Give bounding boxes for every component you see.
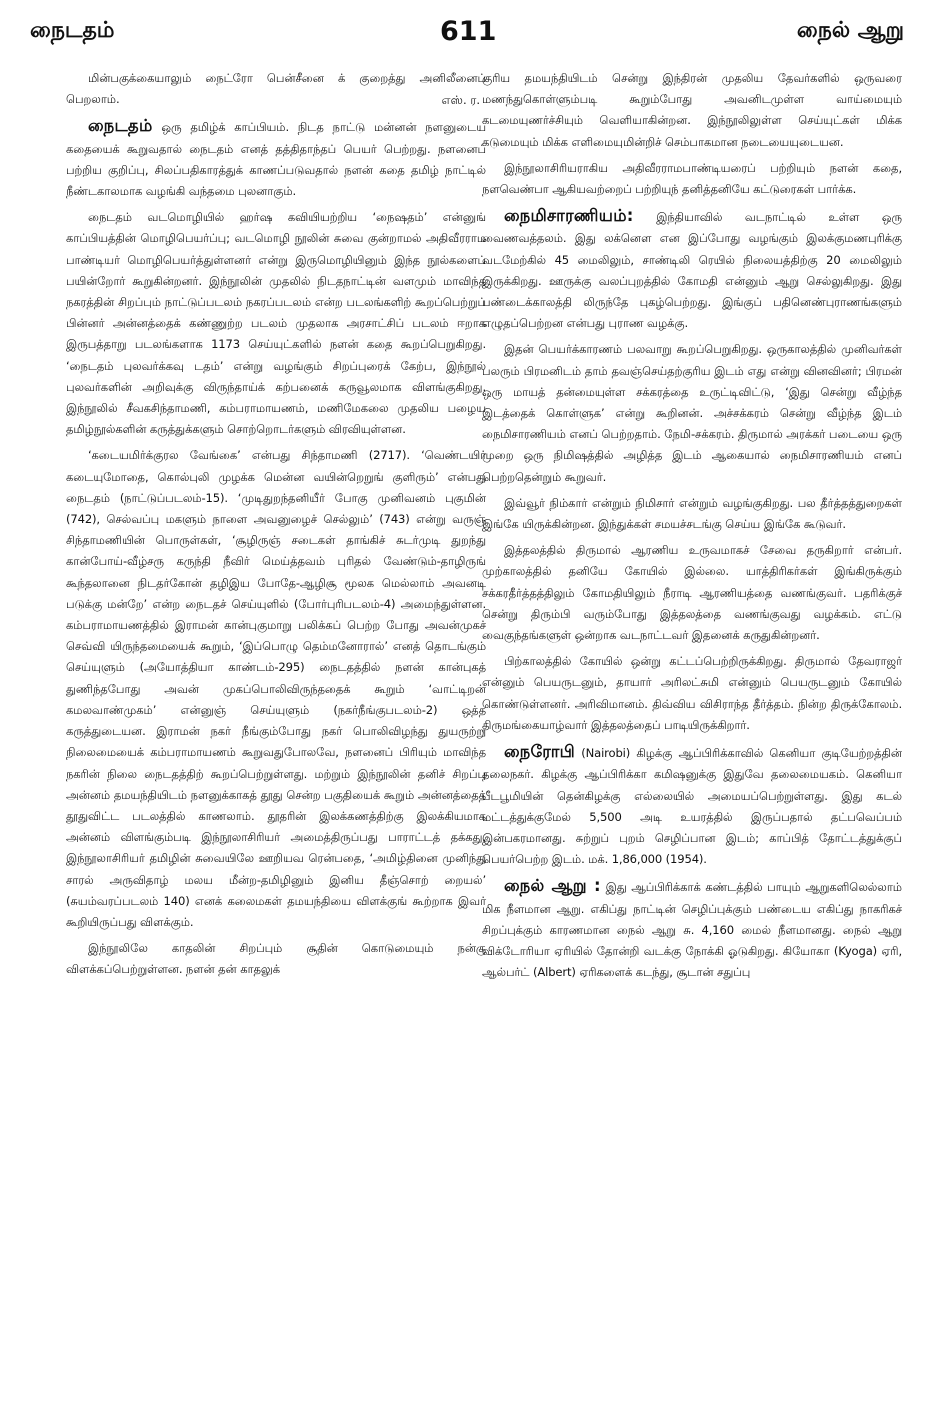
naimisaranyam-paragraph-4: இத்தலத்தில் திருமால் ஆரணிய உருவமாகச் சேவை தருகிறார் என்பர். முற்காலத்தில் தனியே கோயில் இல்லை. யாத்திரிகர்கள் இங்கிருக்கும் சக்கரதீர்த்தத்திலும் கோமதியிலும் நீராடி ஆரணியத்தை வணங்குவர். பதரிக்குச் சென்று திரும்பி வரும்போது இத்தலத்தை வணங்குவது வழக்கம். எட்டு வைகுந்தங்களுள் ஒன்றாக வடநாட்டவர் இதனைக் கருதுகின்றனர். bbox=[482, 543, 902, 643]
entry-nairobi-paragraph bbox=[482, 741, 902, 870]
entry-heading-nairobi: நைரோபி bbox=[504, 742, 576, 762]
header-left-guide-word: நைடதம் bbox=[30, 18, 115, 43]
naidatam-see-also: இந்நூலாசிரியராகிய அதிவீரராமபாண்டியரைப் பற்றியும் நளன் கதை, நளவெண்பா ஆகியவற்றைப் பற்றியுந் தனித்தனியே கட்டுரைகள் பார்க்க. bbox=[482, 160, 902, 197]
author-signature: எஸ். ர. bbox=[441, 93, 480, 108]
naidatam-continuation: குரிய தமயந்தியிடம் சென்று இந்திரன் முதலிய தேவர்களில் ஒருவரை மணந்துகொள்ளும்படி கூறும்போது அவனிடமுள்ள வாய்மையும் கடமையுணர்ச்சியும் வெளியாகின்றன. இந்நூலிலுள்ள செய்யுட்கள் மிக்க கடுமையும் மிக்க எளிமையுமின்றிச் செம்பாகமான நடையையுடையன. bbox=[482, 71, 902, 149]
entry-heading-naimisaranyam: நைமிசாரணியம்: bbox=[504, 206, 634, 226]
naidatam-paragraph-3: ‘கடையமிர்க்குரல வேங்கை’ என்பது சிந்தாமணி (2717). ‘வெண்டயிர் கடையுமோதை, கொல்புலி முழக்க மென்ன வயின்றெறுங் குளிரும்’ என்பது நைடதம் (நாட்டுப்படலம்-15). ‘முடிதுறந்தனியீர் போகு முனிவனம் புகுமின் (742), செல்வப்பு மகளும் நாளை அவனுழைச் செல்லும்’ (743) என்று வருஞ் சிந்தாமணியின் பொருள்கள், ‘சூழிருஞ் சடைகள் தாங்கிச் சுடர்முடி துறந்து கான்போய்-வீழ்சரு கருந்தி நீவிர் மெய்த்தவம் புரிதல் வேண்டும்-தாழிருங் கூந்தலானை நிடதர்கோன் தழிஇய போதே-ஆழிசூ மூலக மெல்லாம் அவனடி படுக்கு மன்றே’ என்ற நைடதச் செய்யுளில் (போர்புரிபடலம்-4) அமைந்துள்ளன. கம்பராமாயணத்தில் இராமன் கான்புகுமாறு பலிக்கப் பெற்ற போது அவன்முகச் செவ்வி யிருந்தமையைக் கூறும், ‘இப்பொழு தெம்மனோரால்’ எனத் தொடங்கும் செய்யுளும் (அயோத்தியா காண்டம்-295) நைடதத்தில் நளன் கான்புகத் துணிந்தபோது அவன் முகப்பொலிவிருந்ததைக் கூறும் ‘வாட்டிறன் கமலவாண்முகம்’ என்னுஞ் செய்யுளும் (நகர்நீங்குபடலம்-2) ஒத்த கருத்துடையன. இராமன் நகர் நீங்கும்போது நகர் பொலிவிழந்து துயருற்று நிலைமையைக் கம்பராமாயணம் கூறுவதுபோலவே, நளனைப் பிரியும் மாவிந்த நகரின் நிலை நைடதத்திற் கூறப்பெற்றுள்ளது. மற்றும் இந்நூலின் தனிச் சிறப்பு அன்னம் தமயந்தியிடம் நளனுக்காகத் தூது சென்ற பகுதியைக் கூறும் அன்னத்தைத் தூதுவிட்ட படலத்தில் காணலாம். தூதரின் இலக்கணத்திற்கு இலக்கியமாக அன்னம் விளங்கும்படி இந்நூலாசிரியர் அமைத்திருப்பது பாராட்டத் தக்கது. இந்நூலாசிரியர் தமிழின் சுவையிலே ஊறியவ ரென்பதை, ‘அமிழ்தினை முனிந்து சாரல் அருவிதாழ் மலய மீன்ற-தமிழினும் இனிய தீஞ்சொற் றையல்’ (சுயம்வரப்படலம் 140) எனக் கலைமகள் தமயந்தியை விளக்குங் கூற்றாக இவர் கூறியிருப்பது விளக்கும். bbox=[66, 448, 486, 929]
naimisaranyam-paragraph-3: இவ்வூர் நிம்கார் என்றும் நிமிசார் என்றும் வழங்குகிறது. பல தீர்த்தத்துறைகள் இங்கே யிருக்கின்றன. இந்துக்கள் சமயச்சடங்கு செய்ய இங்கே கூடுவர். bbox=[482, 495, 902, 532]
entry-naidatam-body: ஒரு தமிழ்க் காப்பியம். நிடத நாட்டு மன்னன் நளனுடைய கதையைக் கூறுவதால் நைடதம் எனத் தத்திதாந்தப் பெயர் பெற்றது. நளனைப் பற்றிய குறிப்பு, சிலப்பதிகாரத்துக் காணப்படுவதால் நளன் கதை தமிழ் நாட்டில் நீண்டகாலமாக வழங்கி வந்தமை புலனாகும். bbox=[66, 120, 486, 199]
continuation-paragraph: மின்பகுக்கையாலும் நைட்ரோ பென்சீனை க் குறைத்து அனிலீனைப் பெறலாம். bbox=[66, 71, 486, 107]
naimisaranyam-paragraph-2: இதன் பெயர்க்காரணம் பலவாறு கூறப்பெறுகிறது. ஒருகாலத்தில் முனிவர்கள் பலரும் பிரமனிடம் தாம் தவஞ்செய்தற்குரிய இடம் எது என்று வினவினர்; பிரமன் ஒரு மாயத் தன்மையுள்ள சக்கரத்தை உருட்டிவிட்டு, ‘இது சென்று வீழ்ந்த இடத்தைக் கொள்ளுக’ என்று கூறினன். அச்சக்கரம் சென்று வீழ்ந்த இடம் நைமிசாரணியம் எனப் பெற்றதாம். நேமி-சக்கரம். திருமால் அரக்கர் படையை ஒரு முறை ஒரு நிமிஷத்தில் அழித்த இடம் ஆகையால் நைமிசாரணியம் எனப் பெற்றதென்றும் கூறுவர். bbox=[482, 342, 902, 484]
entry-heading-nile: நைல் ஆறு : bbox=[504, 876, 601, 896]
page-header bbox=[0, 0, 940, 62]
entry-nile-body: இது ஆப்பிரிக்காக் கண்டத்தில் பாயும் ஆறுகளிலெல்லாம் மிக நீளமான ஆறு. எகிப்து நாட்டின் செழிப்புக்கும் பண்டைய எகிப்து நாகரிகச் சிறப்புக்கும் காரணமான நைல் ஆறு சு. 4,160 மைல் நீளமானது. நைல் ஆறு விக்டோரியா ஏரியில் தோன்றி வடக்கு நோக்கி ஓடுகிறது. கியோகா (Kyoga) ஏரி, ஆல்பர்ட் (Albert) ஏரிகளைக் கடந்து, சூடான் சதுப்பு bbox=[482, 880, 902, 980]
right-column bbox=[482, 68, 902, 988]
entry-nile-paragraph bbox=[482, 875, 902, 983]
naimisaranyam-paragraph-5: பிற்காலத்தில் கோயில் ஒன்று கட்டப்பெற்றிருக்கிறது. திருமால் தேவராஜர் என்னும் பெயருடனும், தாயார் அரிலட்சுமி என்னும் பெயருடனும் கோயில் கொண்டுள்ளனர். அரிவிமானம். திவ்விய விசிராந்த தீர்த்தம். நின்ற திருக்கோலம். திருமங்கையாழ்வார் இத்தலத்தைப் பாடியிருக்கிறார். bbox=[482, 654, 902, 732]
entry-heading-naidatam: நைடதம் bbox=[88, 116, 153, 136]
entry-naidatam-paragraph bbox=[66, 115, 486, 202]
header-right-guide-word: நைல் ஆறு bbox=[796, 18, 904, 43]
entry-naimisaranyam-body: இந்தியாவில் வடநாட்டில் உள்ள ஒரு வைணவத்தலம். இது லக்னௌ என இப்போது வழங்கும் இலக்குமணபுரிக்கு வடமேற்கில் 45 மைலிலும், சாண்டிலி ரெயில் நிலையத்திற்கு 20 மைலிலும் இருக்கிறது. ஊருக்கு வலப்புறத்தில் கோமதி என்னும் ஆறு செல்லுகிறது. இது பண்டைக்காலத்தி லிருந்தே புகழ்பெற்றது. இங்குப் பதினெண்புராணங்களும் எழுதப்பெற்றன என்பது புராண வழக்கு. bbox=[482, 210, 902, 331]
left-column bbox=[66, 68, 486, 986]
naidatam-paragraph-2: நைடதம் வடமொழியில் ஹர்ஷ கவியியற்றிய ‘நைஷதம்’ என்னுங் காப்பியத்தின் மொழிபெயர்ப்பு; வடமொழி நூலின் சுவை குன்றாமல் அதிவீரராம பாண்டியர் மொழிபெயர்த்துள்ளனர் என்று இருமொழியினும் இந்த நூல்களைப் பயின்றோர் கூறுகின்றனர். இந்நூலின் முதலில் நிடதநாட்டின் வளமும் மாவிந்த நகரத்தின் சிறப்பும் நாட்டுப்படலம் நகரப்படலம் என்ற படலங்களிற் கூறப்பெற்றுப் பின்னர் அன்னத்தைக் கண்ணுற்ற படலம் முதலாக அரசாட்சிப் படலம் ஈறாக இருபத்தாறு படலங்களாக 1173 செய்யுட்களில் நளன் கதை கூறப்பெறுகிறது. ‘நைடதம் புலவர்க்கவு டதம்’ என்று வழங்கும் சிறப்புரைக் கேற்ப, இந்நூல் புலவர்களின் அறிவுக்கு விருந்தாய்க் கற்பனைக் கருவூலமாக விளங்குகிறது. இந்நூலில் சீவகசிந்தாமணி, கம்பராமாயணம், மணிமேகலை முதலிய பழைய தமிழ்நூல்களின் கருத்துக்களும் சொற்றொடர்களும் விரவியுள்ளன. bbox=[66, 210, 486, 437]
entry-naimisaranyam-paragraph bbox=[482, 205, 902, 334]
entry-nairobi-latin: (Nairobi) bbox=[575, 746, 631, 761]
entry-nairobi-body: கிழக்கு ஆப்பிரிக்காவில் கெனியா குடியேற்றத்தின் தலைநகர். கிழக்கு ஆப்பிரிக்கா கமிஷனுக்கு இதுவே தலைமையகம். கெனியா பீடபூமியின் தென்கிழக்கு எல்லையில் அமையப்பெற்றுள்ளது. இது கடல் மட்டத்துக்குமேல் 5,500 அடி உயரத்தில் இருப்பதால் தட்பவெப்பம் இன்பகரமானது. சுற்றுப் புறம் செழிப்பான இடம்; காப்பித் தோட்டத்துக்குப் பெயர்பெற்ற இடம். மக். 1,86,000 (1954). bbox=[482, 746, 902, 867]
page-number: 611 bbox=[440, 16, 497, 47]
naidatam-paragraph-4: இந்நூலிலே காதலின் சிறப்பும் சூதின் கொடுமையும் நன்கு விளக்கப்பெற்றுள்ளன. நளன் தன் காதலுக் bbox=[66, 941, 486, 977]
